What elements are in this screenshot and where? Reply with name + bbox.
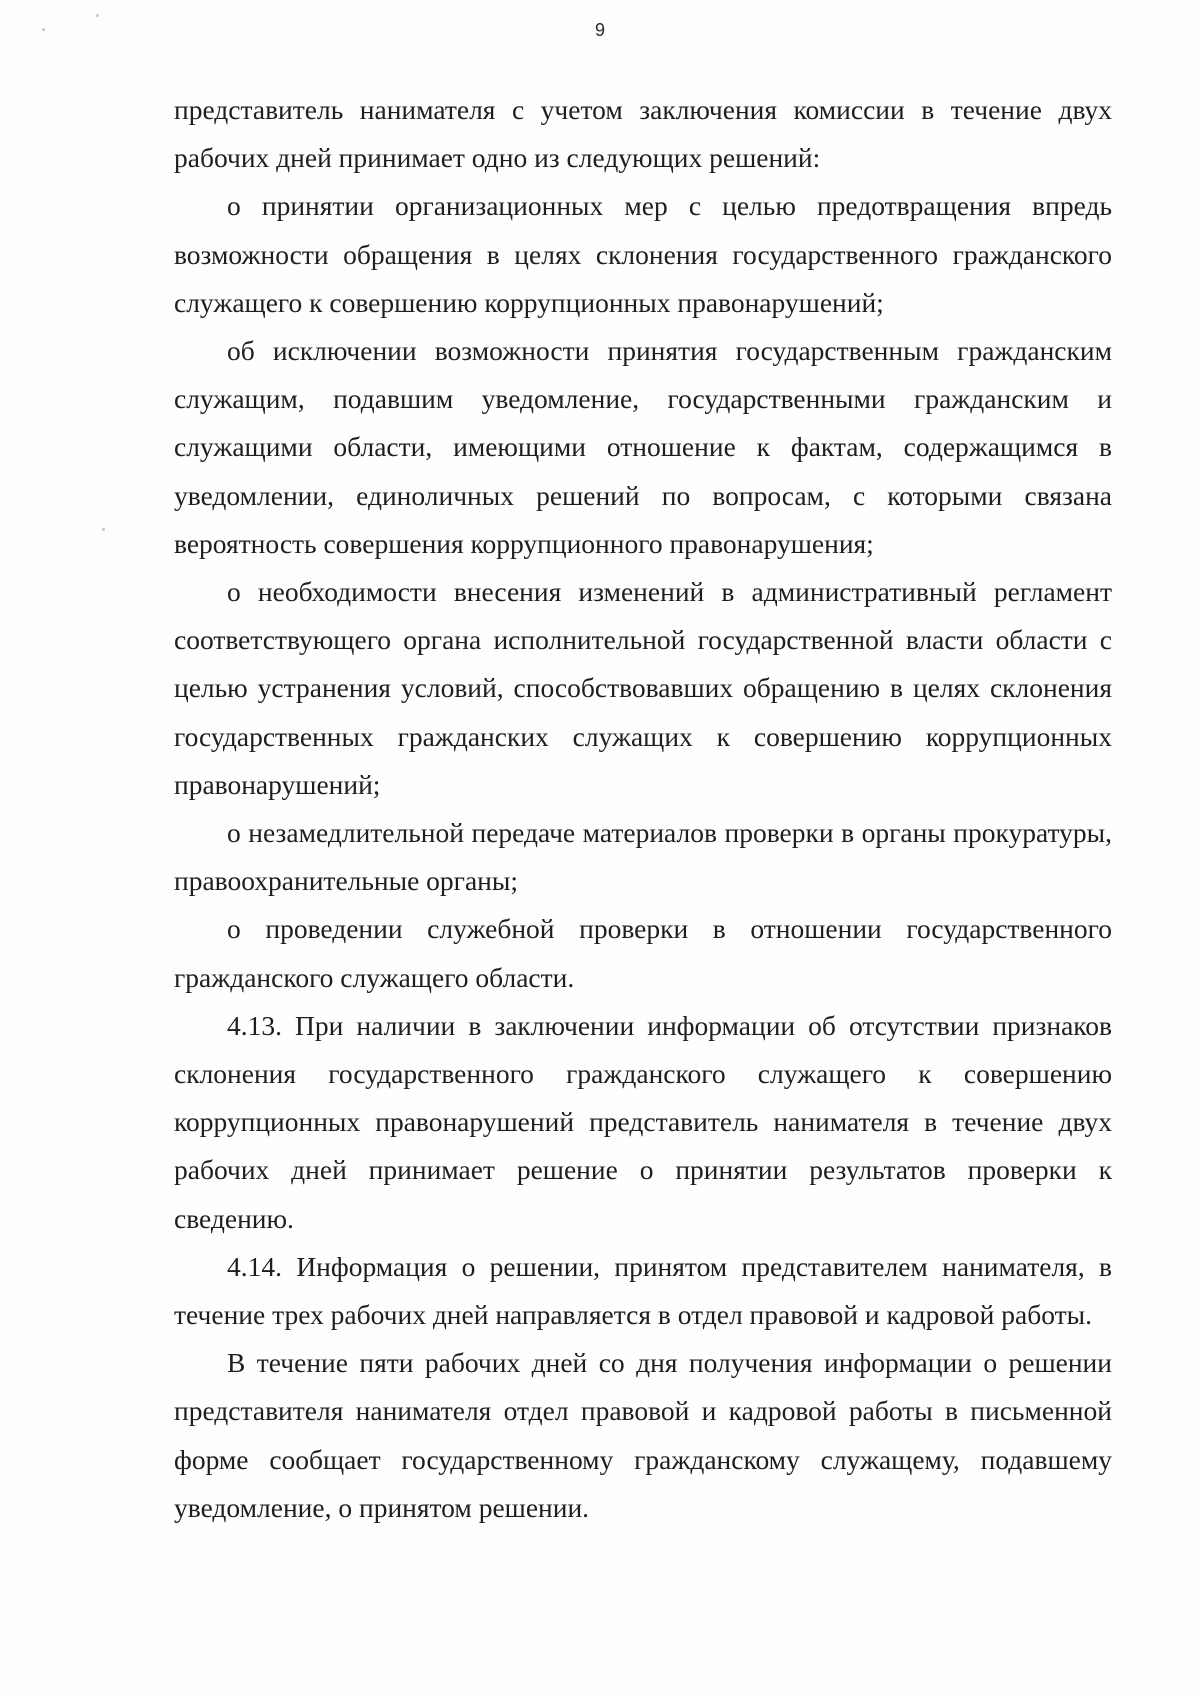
paragraph-regulation-changes: о необходимости внесения изменений в административный регламент соответствующего органа исполнительной государственной власти области с целью устранения условий, способствовавших обращению в целях склонения государственных гражданских служащих к совершению коррупционных правонарушений; xyxy=(174,576,1112,800)
paragraph-transfer-to-prosecutors: о незамедлительной передаче материалов проверки в органы прокуратуры, правоохранительные органы; xyxy=(174,817,1112,897)
paragraph-official-inspection: о проведении служебной проверки в отношении государственного гражданского служащего области. xyxy=(174,913,1112,993)
page-number: 9 xyxy=(594,20,605,40)
paragraph-organizational-measures: о принятии организационных мер с целью предотвращения впредь возможности обращения в целях склонения государственного гражданского служащего к совершению коррупционных правонарушений; xyxy=(174,190,1112,318)
paragraph-clause-4-13: 4.13. При наличии в заключении информации об отсутствии признаков склонения государственного гражданского служащего к совершению коррупционных правонарушений представитель нанимателя в течение двух рабочих дней принимает решение о принятии результатов проверки к сведению. xyxy=(174,1009,1112,1234)
paragraph-clause-4-14: 4.14. Информация о решении, принятом представителем нанимателя, в течение трех рабочих дней направляется в отдел правовой и кадровой работы. xyxy=(174,1250,1112,1331)
document-body xyxy=(174,86,1112,1532)
paragraph-notification: В течение пяти рабочих дней со дня получения информации о решении представителя нанимателя отдел правовой и кадровой работы в письменной форме сообщает государственному гражданскому служащему, подавшему уведомление, о принятом решении. xyxy=(174,1347,1112,1523)
scan-speck xyxy=(102,528,105,531)
paragraph-continuation: представитель нанимателя с учетом заключения комиссии в течение двух рабочих дней принимает одно из следующих решений: xyxy=(174,94,1112,174)
scan-speck xyxy=(96,14,99,17)
paragraph-exclusion-of-decisions: об исключении возможности принятия государственным гражданским служащим, подавшим уведомление, государственными гражданским и служащими области, имеющими отношение к фактам, содержащимся в уведомлении, единоличных решений по вопросам, с которыми связана вероятность совершения коррупционного правонарушения; xyxy=(174,335,1112,559)
